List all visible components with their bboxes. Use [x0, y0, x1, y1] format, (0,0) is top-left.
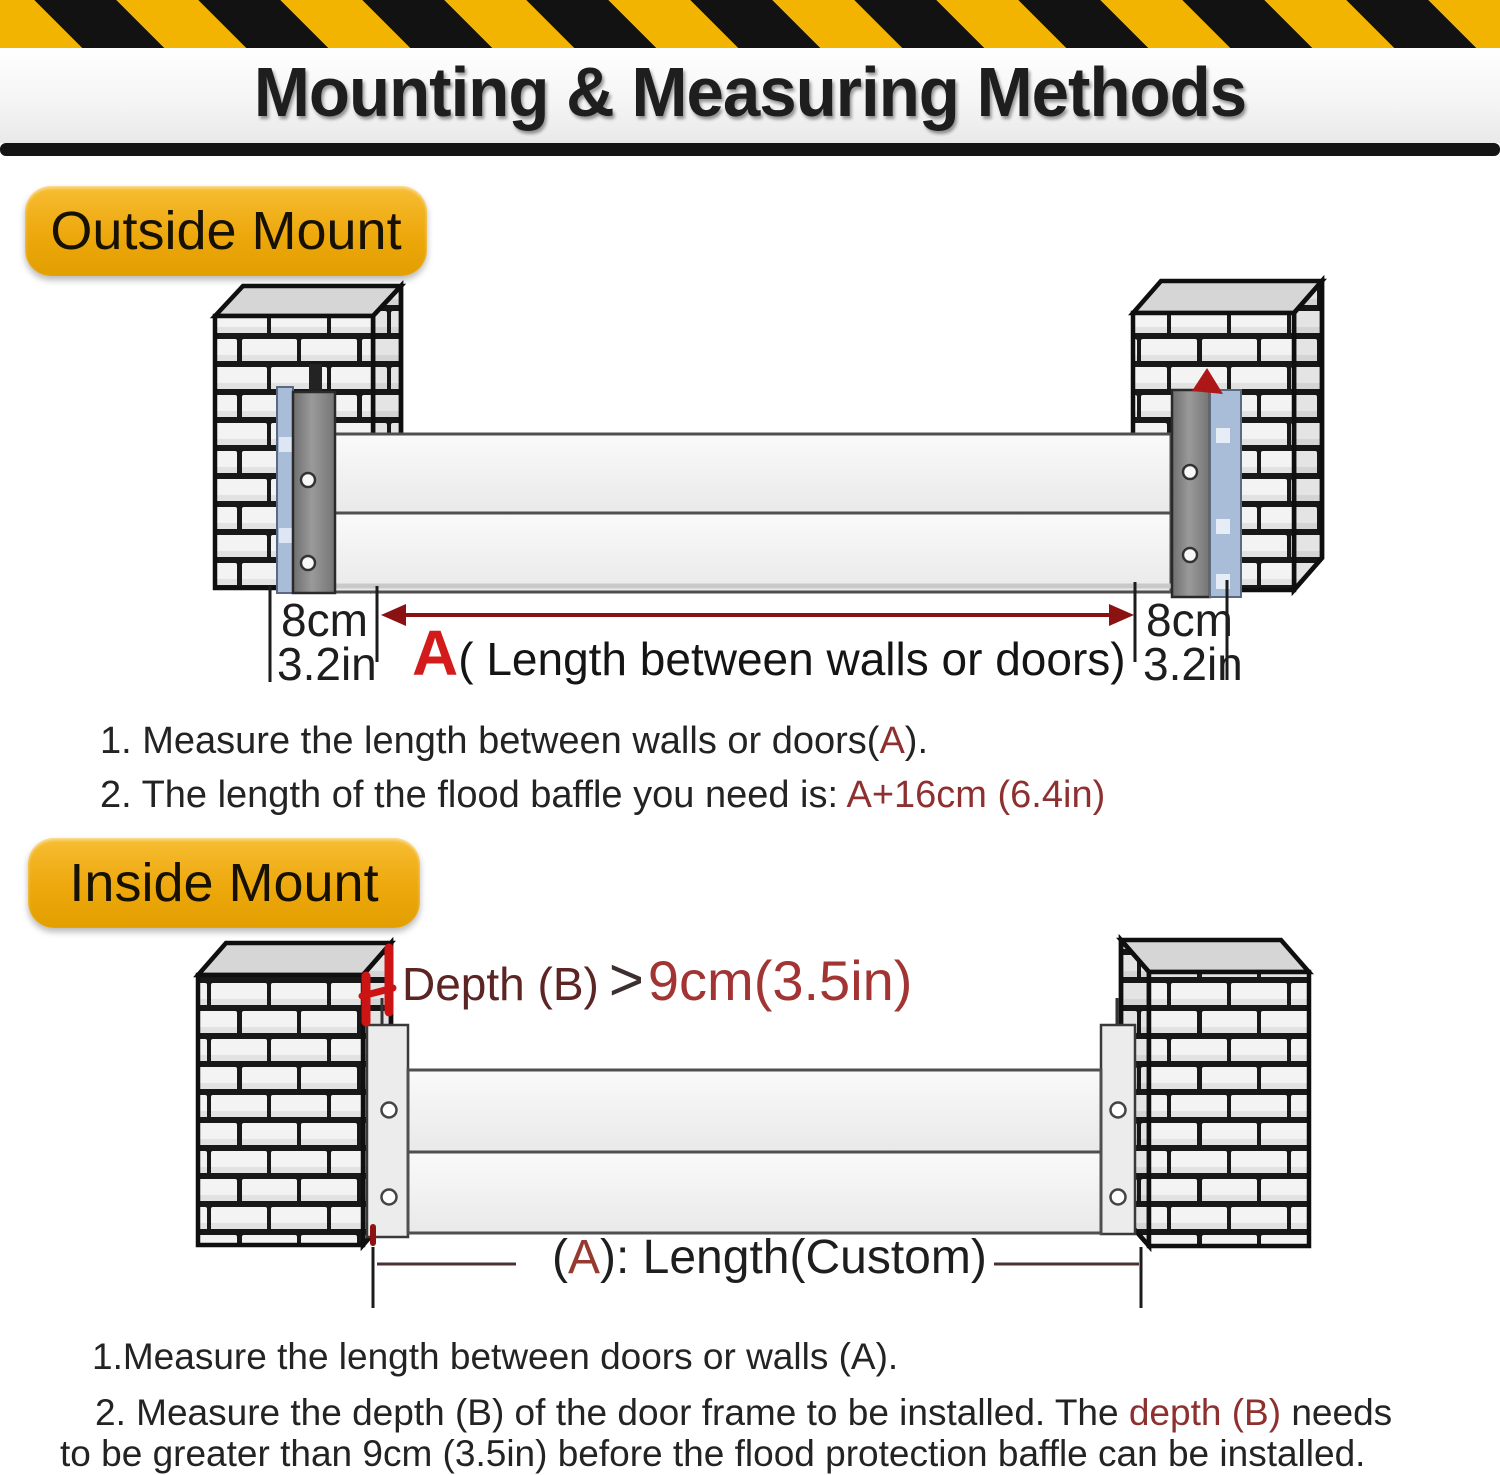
depth-note [402, 948, 912, 1011]
outside-step-1 [100, 722, 928, 762]
inside-step-2-highlight: depth (B) [1128, 1392, 1282, 1433]
outside-left-seal-strip [277, 387, 293, 593]
inside-right-bracket [1101, 998, 1135, 1234]
inside-mount-badge: Inside Mount [28, 838, 420, 928]
outside-right-seal-strip [1210, 390, 1241, 597]
span-letter: A [412, 617, 459, 689]
inside-dim-letter: A [567, 1231, 600, 1284]
inside-dim-open: ( [552, 1231, 568, 1284]
inside-step-2 [95, 1394, 1392, 1433]
outside-step-1-letter: A [879, 720, 905, 762]
outside-right-bracket [1172, 390, 1210, 597]
outside-step-2-highlight: A+16cm (6.4in) [846, 774, 1106, 816]
inside-dim-rest: ): Length(Custom) [600, 1231, 987, 1284]
inside-step-2-suffix: needs [1281, 1392, 1393, 1433]
depth-note-comparator: > [608, 946, 644, 1013]
right-offset-cm-label: 8cm [1146, 594, 1233, 646]
outside-step-1-text: 1. Measure the length between walls or doors( [100, 720, 880, 762]
inside-dimension-label [552, 1233, 987, 1283]
outside-step-2-text: 2. The length of the flood baffle you need is: [100, 774, 847, 816]
outside-mount-badge: Outside Mount [25, 186, 427, 276]
inside-step-2-text: 2. Measure the depth (B) of the door frame to be installed. The [95, 1392, 1129, 1433]
inside-step-3: to be greater than 9cm (3.5in) before the flood protection baffle can be installed. [60, 1433, 1366, 1474]
left-offset-in-label: 3.2in [277, 638, 377, 690]
outside-step-1-suffix: ). [904, 720, 929, 762]
inside-right-pillar [1121, 940, 1309, 1246]
outside-step-2 [100, 776, 1105, 816]
span-description: ( Length between walls or doors) [458, 633, 1126, 685]
depth-note-label: Depth (B) [402, 958, 599, 1010]
inside-flood-barrier [408, 1070, 1101, 1233]
inside-left-bracket [367, 998, 408, 1237]
span-dimension-label [412, 617, 1126, 689]
left-offset-cm-label: 8cm [281, 594, 368, 646]
page-title: Mounting & Measuring Methods [253, 53, 1247, 131]
depth-note-value: 9cm(3.5in) [647, 949, 913, 1012]
right-offset-in-label: 3.2in [1143, 638, 1243, 690]
outside-flood-barrier [333, 434, 1171, 592]
outside-left-bracket [293, 364, 335, 593]
inside-step-1: 1.Measure the length between doors or walls (A). [92, 1336, 899, 1377]
